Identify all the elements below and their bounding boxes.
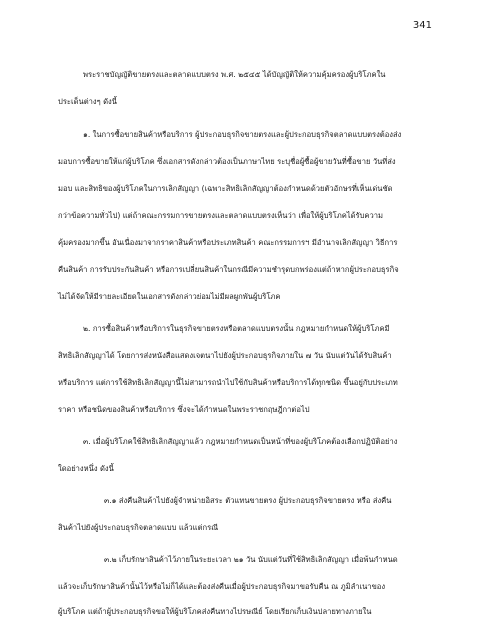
text-line: ๓.๒ เก็บรักษาสินค้าไว้ภายในระยะเวลา ๒๑ วัน นับแต่วันที่ใช้สิทธิเลิกสัญญา เมื่อพ้นกำหนด	[104, 555, 398, 564]
text-line: สินค้าไปยังผู้ประกอบธุรกิจตลาดแบบ แล้วแต่กรณี	[58, 523, 219, 532]
page-number: 341	[412, 20, 432, 31]
text-line: ประเด็นต่างๆ ดังนี้	[58, 97, 117, 106]
text-line: สิทธิเลิกสัญญาได้ โดยการส่งหนังสือแสดงเจตนาไปยังผู้ประกอบธุรกิจภายใน ๗ วัน นับแต่วันได้รับสินค้า	[58, 351, 392, 360]
text-line: พระราชบัญญัติขายตรงและตลาดแบบตรง พ.ศ. ๒๕๔๕ ได้บัญญัติให้ความคุ้มครองผู้บริโภคใน	[83, 70, 386, 79]
text-line: ราคา หรือชนิดของสินค้าหรือบริการ ซึ่งจะได้กำหนดในพระราชกฤษฎีกาต่อไป	[58, 405, 310, 414]
text-line: หรือบริการ แต่การใช้สิทธิเลิกสัญญานี้ไม่สามารถนำไปใช้กับสินค้าหรือบริการได้ทุกชนิด ขึ้นอยู่กับประเภท	[58, 378, 398, 387]
text-line: ๑. ในการซื้อขายสินค้าหรือบริการ ผู้ประกอบธุรกิจขายตรงและผู้ประกอบธุรกิจตลาดแบบตรงต้องส่ง	[83, 130, 402, 139]
text-line: มอบ และสิทธิของผู้บริโภคในการเลิกสัญญา (เฉพาะสิทธิเลิกสัญญาต้องกำหนดด้วยตัวอักษรที่เห็นเด่นชัด	[58, 184, 393, 193]
text-line: ไม่ได้จัดให้มีรายละเอียดในเอกสารดังกล่าวย่อมไม่มีผลผูกพันผู้บริโภค	[58, 292, 281, 301]
text-line: ผู้บริโภค แต่ถ้าผู้ประกอบธุรกิจขอให้ผู้บริโภคส่งคืนทางไปรษณีย์ โดยเรียกเก็บเงินปลายทางภายใน	[58, 607, 372, 616]
text-line: คืนสินค้า การรับประกันสินค้า หรือการเปลี่ยนสินค้าในกรณีมีความชำรุดบกพร่องแต่ถ้าหากผู้ประกอบธุรกิจ	[58, 265, 399, 274]
text-line: กว่าข้อความทั่วไป) แต่ถ้าคณะกรรมการขายตรงและตลาดแบบตรงเห็นว่า เพื่อให้ผู้บริโภคได้รับความ	[58, 211, 384, 220]
text-line: ๓.๑ ส่งคืนสินค้าไปยังผู้จำหน่ายอิสระ ตัวแทนขายตรง ผู้ประกอบธุรกิจขายตรง หรือ ส่งคืน	[104, 496, 392, 505]
text-line: ใดอย่างหนึ่ง ดังนี้	[58, 464, 114, 473]
text-line: ๒. การซื้อสินค้าหรือบริการในธุรกิจขายตรงหรือตลาดแบบตรงนั้น กฎหมายกำหนดให้ผู้บริโภคมี	[83, 324, 390, 333]
text-line: ๓. เมื่อผู้บริโภคใช้สิทธิเลิกสัญญาแล้ว กฎหมายกำหนดเป็นหน้าที่ของผู้บริโภคต้องเลือกปฏิบัติอย่าง	[83, 437, 398, 446]
text-line: มอบการซื้อขายให้แก่ผู้บริโภค ซึ่งเอกสารดังกล่าวต้องเป็นภาษาไทย ระบุชื่อผู้ซื้อผู้ขายวันที่ซื้อขาย วันที่ส่ง	[58, 157, 396, 166]
text-line: แล้วจะเก็บรักษาสินค้านั้นไว้หรือไม่ก็ได้และต้องส่งคืนเมื่อผู้ประกอบธุรกิจมาขอรับคืน ณ ภูมิลำเนาของ	[58, 582, 386, 591]
text-line: คุ้มครองมากขึ้น อันเนื่องมาจากราคาสินค้าหรือประเภทสินค้า คณะกรรมการฯ มีอำนาจเลิกสัญญา วิธีการ	[58, 238, 398, 247]
